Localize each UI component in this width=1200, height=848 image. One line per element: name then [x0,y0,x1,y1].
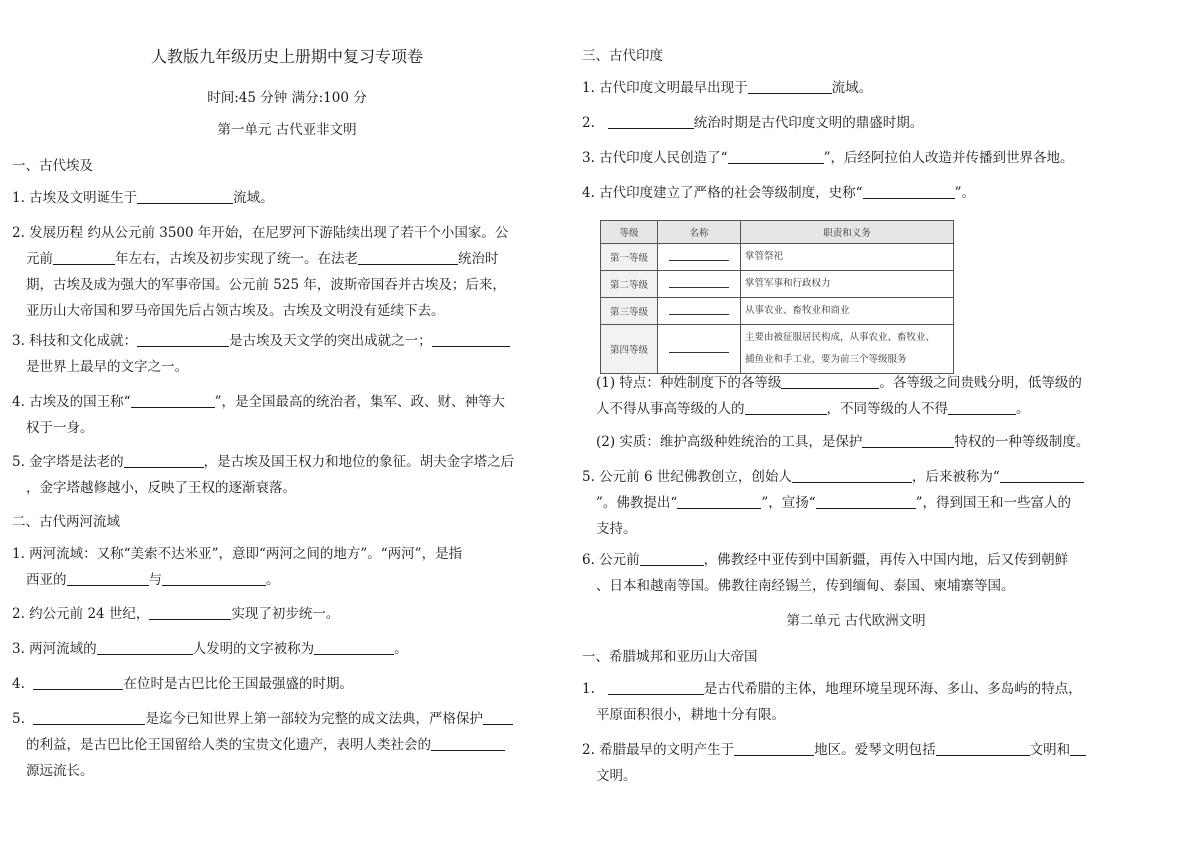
time-info: 时间:45 分钟 满分:100 分 [207,90,367,106]
answer-blank[interactable] [677,494,761,509]
answer-blank[interactable] [862,433,954,448]
question-r2: 2. 统治时期是古代印度文明的鼎盛时期。 [582,115,924,131]
table-header-row [601,221,954,244]
name-cell [658,325,741,374]
answer-blank[interactable] [149,605,231,620]
question-4: 4. 古埃及的国王称“ ”，是全国最高的统治者，集军、政、财、神等大 权于一身。 [12,394,505,436]
answer-blank[interactable] [669,250,729,261]
section-heading: 一、希腊城邦和亚历山大帝国 [582,649,758,665]
question-r4: 4. 古代印度建立了严格的社会等级制度，史称“ ”。 [582,185,975,201]
level-cell: 第一等级 [601,244,658,271]
duty-cell: 掌管祭祀 [741,244,954,271]
question-r10: 2. 希腊最早的文明产生于 地区。爱琴文明包括 文明和 文明。 [582,737,1130,789]
answer-blank[interactable] [608,680,704,695]
question-r4-2: (2) 实质：维护高级种姓统治的工具，是保护 特权的一种等级制度。 [596,434,1090,450]
question-r3: 3. 古代印度人民创造了“ ”，后经阿拉伯人改造并传播到世界各地。 [582,150,1074,166]
answer-blank[interactable] [1000,468,1084,483]
table-header: 等级 [601,221,658,244]
question-r9: 1. 是古代希腊的主体，地理环境呈现环海、多山、多岛屿的特点， 平原面积很小，耕地十分有限。 [582,681,1082,723]
answer-blank[interactable] [669,342,729,353]
name-cell [658,298,741,325]
name-cell [658,244,741,271]
answer-blank[interactable] [432,332,510,347]
answer-blank[interactable] [948,400,1016,415]
answer-blank[interactable] [816,494,916,509]
question-r1: 1. 古代印度文明最早出现于 流域。 [582,80,873,96]
question-6: 1. 两河流域：又称“美索不达米亚”，意即“两河之间的地方”。“两河”，是指 西亚的 与 。 [12,546,463,588]
answer-blank[interactable] [669,277,729,288]
answer-blank[interactable] [669,304,729,315]
question-5: 5. 金字塔是法老的 ，是古埃及国王权力和地位的象征。胡夫金字塔之后 ，金字塔越修越小，反映了王权的逐渐衰落。 [12,454,515,496]
unit-heading: 第一单元 古代亚非文明 [217,122,357,138]
duty-cell: 主要由被征服居民构成，从事农业、畜牧业、 捕鱼业和手工业，要为前三个等级服务 [741,325,954,374]
answer-blank[interactable] [33,710,145,725]
answer-blank[interactable] [936,741,1030,756]
answer-blank[interactable] [728,149,824,164]
answer-blank[interactable] [314,640,394,655]
answer-blank[interactable] [162,571,266,586]
answer-blank[interactable] [97,640,193,655]
answer-blank[interactable] [137,332,229,347]
table-row [601,271,954,298]
answer-blank[interactable] [33,675,123,690]
question-3: 3. 科技和文化成就： 是古埃及天文学的突出成就之一； 是世界上最早的文字之一。 [12,328,562,380]
answer-blank[interactable] [431,736,505,751]
answer-blank[interactable] [781,374,879,389]
section-heading: 一、古代埃及 [12,158,93,174]
caste-table [600,220,954,374]
question-r6: 6. 公元前 ，佛教经中亚传到中国新疆，再传入中国内地，后又传到朝鲜 、日本和越南等国。佛教往南经锡兰，传到缅甸、泰国、柬埔寨等国。 [582,552,1069,594]
answer-blank[interactable] [131,393,215,408]
question-2: 2. 发展历程 约从公元前 3500 年开始，在尼罗河下游陆续出现了若干个小国家。公 元前 年左右，古埃及初步实现了统一。在法老 统治时 期，古埃及成为强大的军事帝国。公元前 525 年，波斯帝国吞并古埃及；后来， 亚历山大帝国和罗马帝国先后占领古埃及。古埃及文明没有延续下去。 [12,225,509,319]
duty-cell: 从事农业、畜牧业和商业 [741,298,954,325]
question-r5: 5. 公元前 6 世纪佛教创立，创始人 ，后来被称为“ ”。佛教提出“ ”，宣扬“ ”，得到国王和一些富人的 支持。 [582,464,1130,542]
table-row [601,325,954,374]
answer-blank[interactable] [748,79,832,94]
level-cell: 第二等级 [601,271,658,298]
table-header: 名称 [658,221,741,244]
question-r4-1: (1) 特点：种姓制度下的各等级 。各等级之间贵贱分明，低等级的 人不得从事高等级的人的 ，不同等级的人不得 。 [596,375,1082,417]
answer-blank[interactable] [358,250,458,265]
answer-blank[interactable] [53,250,115,265]
answer-blank[interactable] [734,741,814,756]
question-1: 1. 古埃及文明诞生于 流域。 [12,190,274,206]
question-10: 5. 是迄今已知世界上第一部较为完整的成文法典，严格保护 的利益，是古巴比伦王国留给人类的宝贵文化遗产，表明人类社会的 源远流长。 [12,706,562,784]
page-title: 人教版九年级历史上册期中复习专项卷 [150,47,423,66]
answer-blank[interactable] [792,468,912,483]
section-heading: 二、古代两河流域 [12,514,120,530]
answer-blank[interactable] [608,114,694,129]
duty-cell: 掌管军事和行政权力 [741,271,954,298]
answer-blank[interactable] [483,710,513,725]
answer-blank[interactable] [863,184,955,199]
table-header: 职责和义务 [741,221,954,244]
answer-blank[interactable] [640,551,704,566]
table-row [601,244,954,271]
question-8: 3. 两河流域的 人发明的文字被称为 。 [12,641,408,657]
table-row [601,298,954,325]
unit-heading: 第二单元 古代欧洲文明 [786,613,926,629]
answer-blank[interactable] [1070,741,1086,756]
level-cell: 第三等级 [601,298,658,325]
name-cell [658,271,741,298]
answer-blank[interactable] [745,400,827,415]
level-cell: 第四等级 [601,325,658,374]
answer-blank[interactable] [124,453,204,468]
section-heading: 三、古代印度 [582,48,663,64]
question-9: 4. 在位时是古巴比伦王国最强盛的时期。 [12,676,353,692]
question-7: 2. 约公元前 24 世纪， 实现了初步统一。 [12,606,340,622]
answer-blank[interactable] [137,189,233,204]
answer-blank[interactable] [67,571,149,586]
